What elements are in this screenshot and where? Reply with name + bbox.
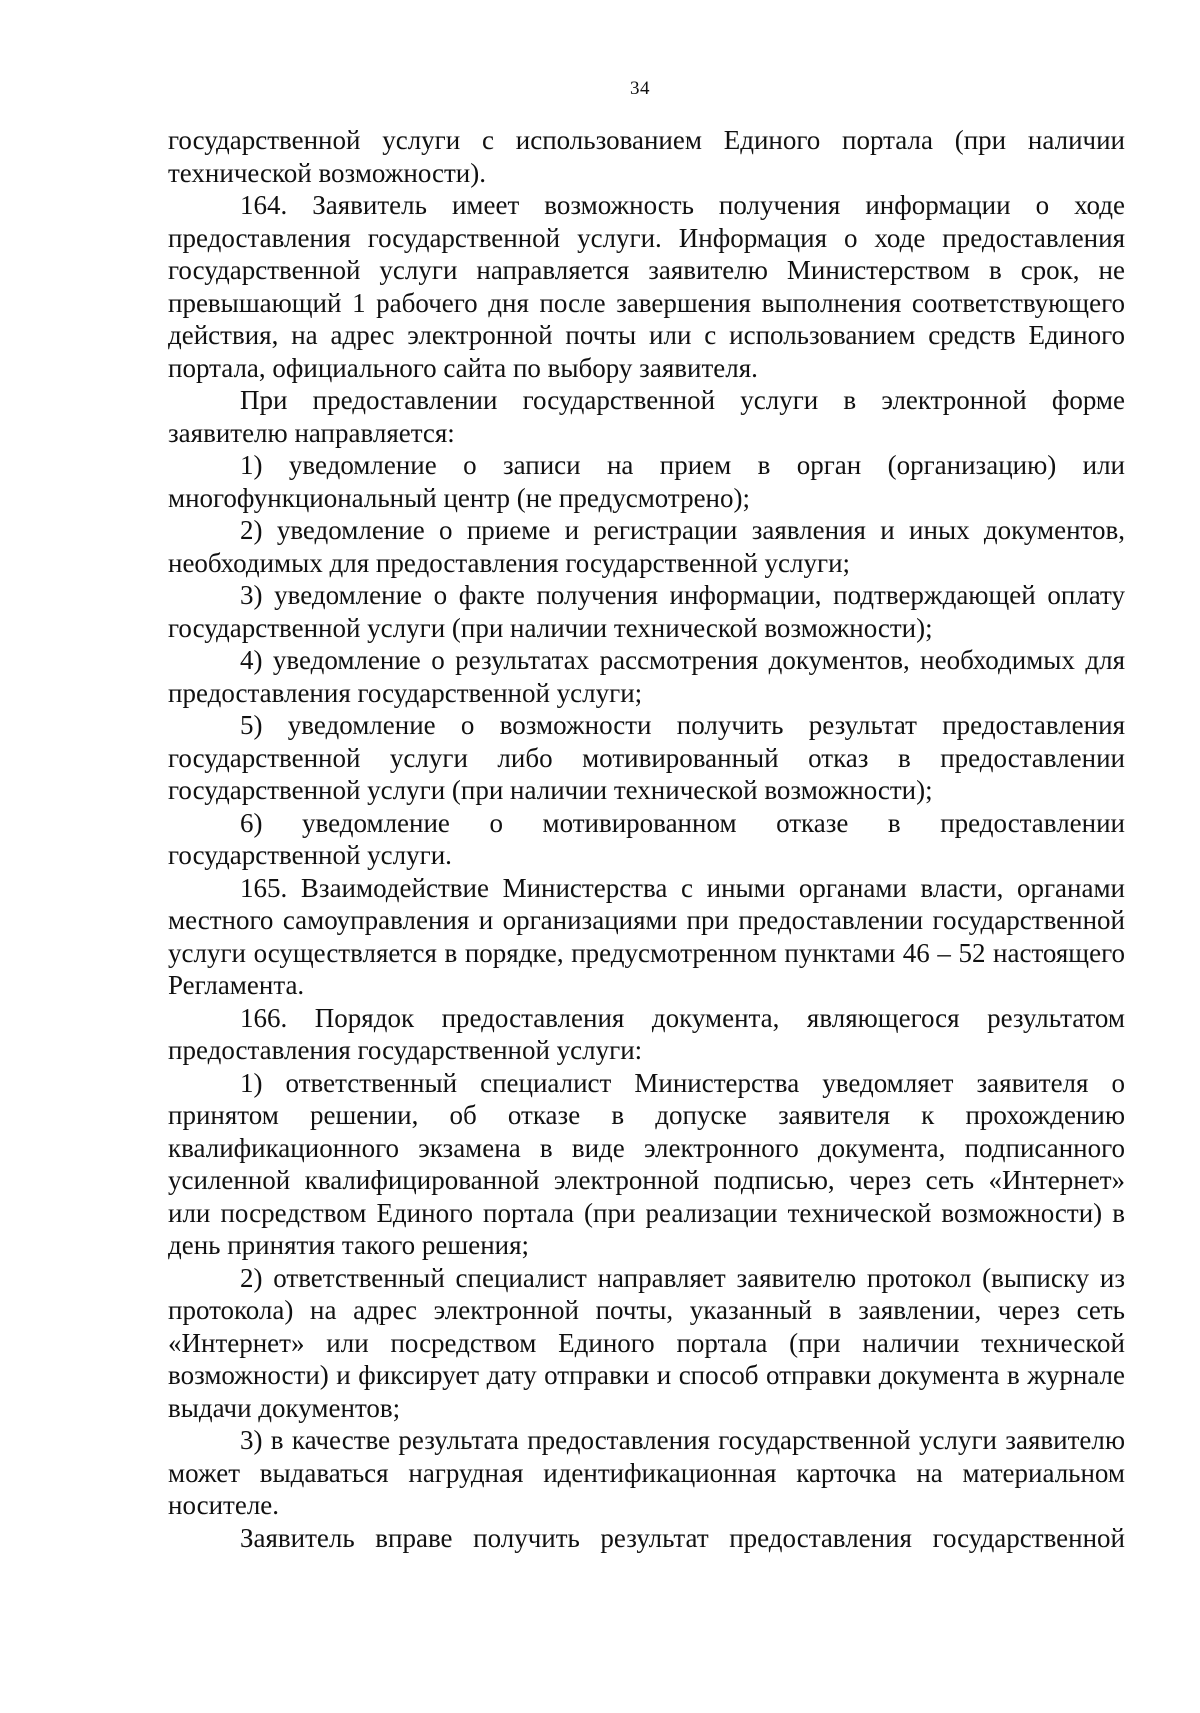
- document-body: [168, 124, 1125, 1554]
- list-item-result-2: 2) ответственный специалист направляет заявителю протокол (выписку из протокола) на адрес электронной почты, указанный в заявлении, через сеть «Интернет» или посредством Единого портала (при наличии технической возможности) и фиксирует дату отправки и способ отправки документа в журнале выдачи документов;: [168, 1262, 1125, 1423]
- paragraph-applicant-right: Заявитель вправе получить результат предоставления государственной: [240, 1522, 1125, 1553]
- paragraph-continuation: государственной услуги с использованием Единого портала (при наличии технической возможности).: [168, 125, 1125, 188]
- list-item-notification-2: 2) уведомление о приеме и регистрации заявления и иных документов, необходимых для предоставления государственной услуги;: [168, 515, 1125, 578]
- page-number: 34: [630, 78, 650, 99]
- paragraph-164: 164. Заявитель имеет возможность получения информации о ходе предоставления государственной услуги. Информация о ходе предоставления государственной услуги направляется заявителю Министерством в срок, не превышающий 1 рабочего дня после завершения выполнения соответствующего действия, на адрес электронной почты или с использованием средств Единого портала, официального сайта по выбору заявителя.: [168, 190, 1125, 383]
- list-item-result-3: 3) в качестве результата предоставления государственной услуги заявителю может выдаваться нагрудная идентификационная карточка на материальном носителе.: [168, 1425, 1125, 1520]
- list-item-notification-4: 4) уведомление о результатах рассмотрения документов, необходимых для предоставления государственной услуги;: [168, 645, 1125, 708]
- list-item-notification-6: 6) уведомление о мотивированном отказе в предоставлении государственной услуги.: [168, 807, 1125, 870]
- paragraph-166: 166. Порядок предоставления документа, являющегося результатом предоставления государственной услуги:: [168, 1002, 1125, 1065]
- list-item-notification-1: 1) уведомление о записи на прием в орган (организацию) или многофункциональный центр (не предусмотрено);: [168, 450, 1125, 513]
- paragraph-electronic-form-intro: При предоставлении государственной услуги в электронной форме заявителю направляется:: [168, 385, 1125, 448]
- list-item-notification-5: 5) уведомление о возможности получить результат предоставления государственной услуги либо мотивированный отказ в предоставлении государственной услуги (при наличии технической возможности);: [168, 710, 1125, 805]
- list-item-result-1: 1) ответственный специалист Министерства уведомляет заявителя о принятом решении, об отказе в допуске заявителя к прохождению квалификационного экзамена в виде электронного документа, подписанного усиленной квалифицированной электронной подписью, через сеть «Интернет» или посредством Единого портала (при реализации технической возможности) в день принятия такого решения;: [168, 1067, 1125, 1260]
- list-item-notification-3: 3) уведомление о факте получения информации, подтверждающей оплату государственной услуги (при наличии технической возможности);: [168, 580, 1125, 643]
- paragraph-165: 165. Взаимодействие Министерства с иными органами власти, органами местного самоуправления и организациями при предоставлении государственной услуги осуществляется в порядке, предусмотренном пунктами 46 – 52 настоящего Регламента.: [168, 872, 1125, 1000]
